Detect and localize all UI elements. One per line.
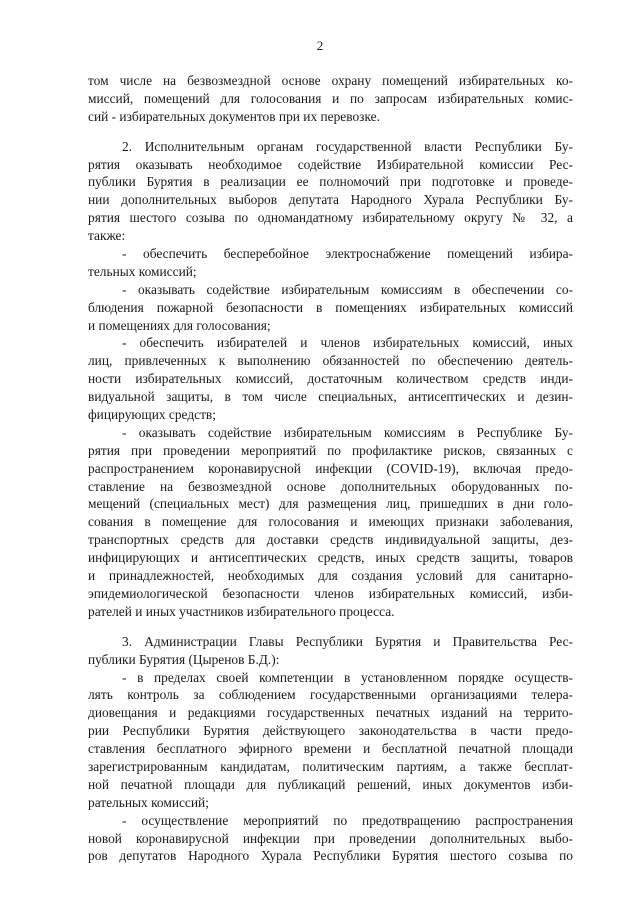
document-body: [88, 72, 573, 865]
text-line: миссий, помещений для голосования и по запросам избирательных комис-: [88, 90, 573, 106]
text-line: распространением коронавирусной инфекции (COVID-19), включая предо-: [88, 460, 573, 476]
text-line: диовещания и редакциями государственных печатных изданий на террито-: [88, 705, 573, 721]
text-line: мещений (специальных мест) для размещения лиц, пришедших в дни голо-: [88, 496, 573, 512]
text-line: ности избирательных комиссий, достаточным количеством средств инди-: [88, 371, 573, 387]
text-line: транспортных средств для доставки средств индивидуальной защиты, дез-: [88, 532, 573, 548]
text-line: рятия оказывать необходимое содействие Избирательной комиссии Рес-: [88, 156, 573, 172]
page-number: 2: [316, 38, 324, 53]
text-line: - обеспечить бесперебойное электроснабжение помещений избира-: [122, 246, 573, 262]
text-line: сования в помещение для голосования и имеющих признаки заболевания,: [88, 514, 573, 530]
text-line: рятия шестого созыва по одномандатному избирательному округу № 32, а: [88, 210, 573, 226]
text-line: публики Бурятия (Цыренов Б.Д.):: [88, 651, 280, 667]
text-line: новой коронавирусной инфекции при проведении дополнительных выбо-: [88, 830, 573, 846]
text-line: том числе на безвозмездной основе охрану помещений избирательных ко-: [88, 73, 573, 88]
text-line: лять контроль за соблюдением государственными организациями телера-: [88, 687, 573, 703]
text-line: - осуществление мероприятий по предотвращению распространения: [122, 812, 573, 828]
text-line: ной печатной площади для публикаций решений, иных документов изби-: [88, 776, 573, 792]
text-line: 3. Администрации Главы Республики Бурятия и Правительства Рес-: [122, 633, 573, 649]
text-line: блюдения пожарной безопасности в помещениях избирательных комиссий: [88, 299, 573, 315]
text-line: рятия при проведении мероприятий по профилактике рисков, связанных с: [88, 442, 573, 458]
text-line: ров депутатов Народного Хурала Республики Бурятия шестого созыва по: [88, 848, 573, 864]
text-line: - оказывать содействие избирательным комиссиям в Республике Бу-: [122, 424, 573, 440]
text-line: - оказывать содействие избирательным комиссиям в обеспечении со-: [122, 281, 573, 297]
text-line: и принадлежностей, необходимых для создания условий для санитарно-: [88, 568, 573, 584]
text-line: сий - избирательных документов при их перевозке.: [88, 108, 380, 124]
paragraph-block: [88, 72, 573, 126]
paragraph-block: [88, 633, 573, 866]
text-line: и помещениях для голосования;: [88, 317, 271, 333]
text-line: публики Бурятия в реализации ее полномочий при подготовке и проведе-: [88, 174, 573, 190]
text-line: нии дополнительных выборов депутата Народного Хурала Республики Бу-: [88, 192, 573, 208]
text-line: 2. Исполнительным органам государственной власти Республики Бу-: [122, 138, 573, 154]
text-line: также:: [88, 228, 126, 244]
paragraph-gap: [88, 126, 573, 138]
text-line: рии Республики Бурятия действующего законодательства в части предо-: [88, 723, 573, 739]
text-line: ставления бесплатного эфирного времени и бесплатной печатной площади: [88, 741, 573, 757]
text-line: - обеспечить избирателей и членов избирательных комиссий, иных: [122, 335, 573, 351]
text-line: видуальной защиты, в том числе специальных, антисептических и дезин-: [88, 389, 573, 405]
paragraph-gap: [88, 621, 573, 633]
text-line: ставление на безвозмездной основе дополнительных оборудованных по-: [88, 478, 573, 494]
text-line: тельных комиссий;: [88, 263, 197, 279]
text-line: рателей и иных участников избирательного процесса.: [88, 603, 395, 619]
text-line: лиц, привлеченных к выполнению обязанностей по обеспечению деятель-: [88, 353, 573, 369]
text-line: инфицирующих и антисептических средств, иных средств защиты, товаров: [88, 550, 573, 566]
paragraph-block: [88, 138, 573, 621]
text-line: фицирующих средств;: [88, 407, 216, 423]
text-line: эпидемиологической безопасности членов избирательных комиссий, изби-: [88, 585, 573, 601]
text-line: - в пределах своей компетенции в установленном порядке осуществ-: [122, 669, 573, 685]
text-line: зарегистрированным кандидатам, политическим партиям, а также бесплат-: [88, 758, 573, 774]
text-line: рательных комиссий;: [88, 794, 209, 810]
